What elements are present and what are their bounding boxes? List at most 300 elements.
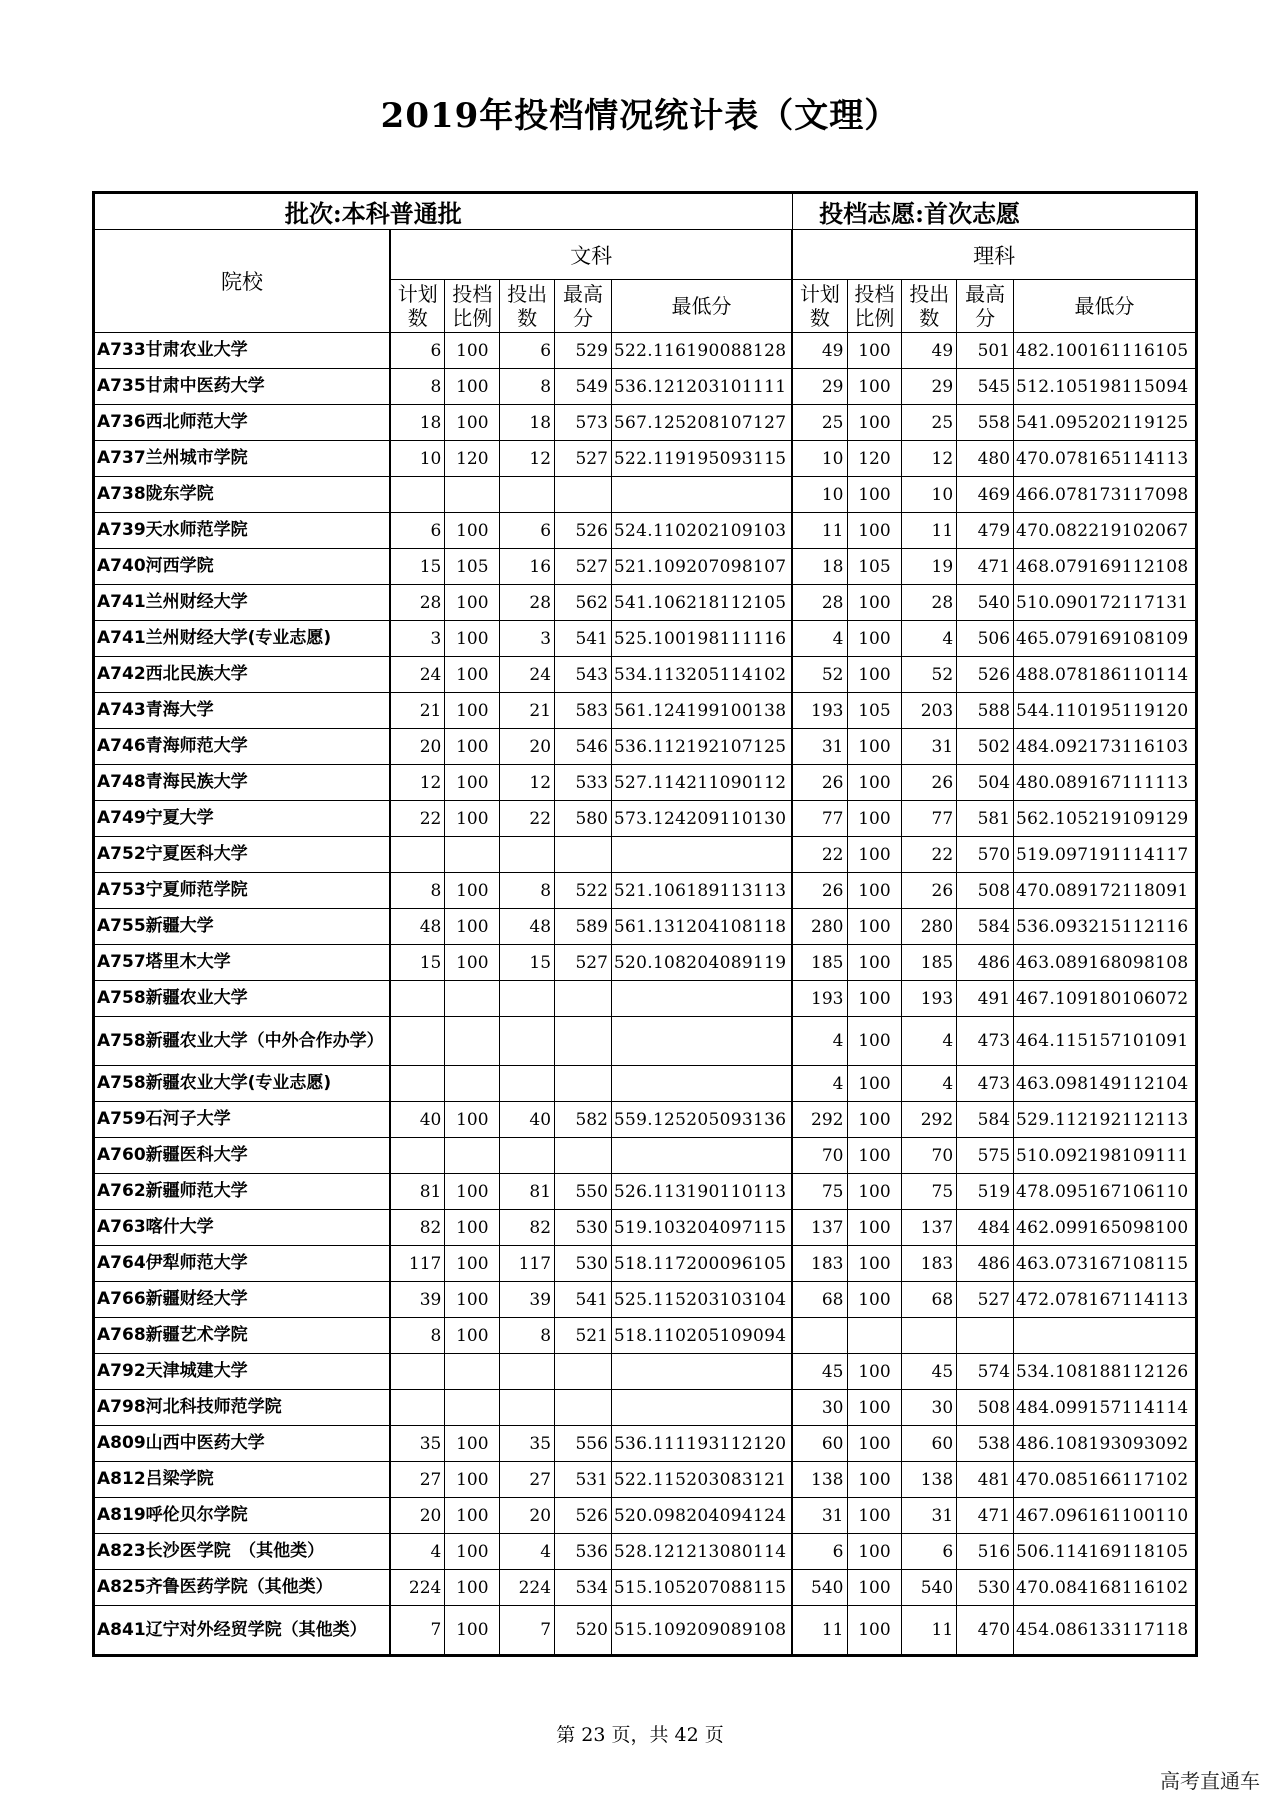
wenke-out-cell: 21 bbox=[500, 693, 555, 729]
wenke-plan-cell: 8 bbox=[390, 1318, 445, 1354]
like-min-cell: 484.099157114114 bbox=[1014, 1390, 1197, 1426]
like-max-cell: 501 bbox=[957, 333, 1014, 369]
like-ratio-cell: 100 bbox=[847, 333, 902, 369]
wenke-min-cell: 521.109207098107 bbox=[611, 549, 792, 585]
like-plan-cell: 31 bbox=[792, 1498, 847, 1534]
like-max-cell: 540 bbox=[957, 585, 1014, 621]
wenke-plan-cell: 15 bbox=[390, 549, 445, 585]
like-max-cell: 484 bbox=[957, 1210, 1014, 1246]
col-out-wenke: 投出 数 bbox=[500, 280, 555, 333]
col-ratio-like: 投档 比例 bbox=[847, 280, 902, 333]
wenke-min-cell bbox=[611, 981, 792, 1017]
like-out-cell: 75 bbox=[902, 1174, 957, 1210]
wenke-out-cell: 3 bbox=[500, 621, 555, 657]
wenke-ratio-cell bbox=[445, 1066, 500, 1102]
like-min-cell: 467.109180106072 bbox=[1014, 981, 1197, 1017]
like-min-cell: 562.105219109129 bbox=[1014, 801, 1197, 837]
like-out-cell: 203 bbox=[902, 693, 957, 729]
like-out-cell: 31 bbox=[902, 729, 957, 765]
wenke-min-cell bbox=[611, 837, 792, 873]
like-plan-cell: 29 bbox=[792, 369, 847, 405]
wenke-max-cell bbox=[555, 1354, 612, 1390]
wenke-plan-cell: 4 bbox=[390, 1534, 445, 1570]
like-min-cell: 463.073167108115 bbox=[1014, 1246, 1197, 1282]
wenke-plan-cell: 12 bbox=[390, 765, 445, 801]
table-row bbox=[94, 1246, 1197, 1282]
school-name: A798河北科技师范学院 bbox=[94, 1390, 391, 1426]
like-out-cell: 60 bbox=[902, 1426, 957, 1462]
like-min-cell: 463.089168098108 bbox=[1014, 945, 1197, 981]
wenke-plan-cell: 82 bbox=[390, 1210, 445, 1246]
wenke-plan-cell: 48 bbox=[390, 909, 445, 945]
like-min-cell: 541.095202119125 bbox=[1014, 405, 1197, 441]
like-ratio-cell: 100 bbox=[847, 513, 902, 549]
like-plan-cell: 77 bbox=[792, 801, 847, 837]
wenke-max-cell: 562 bbox=[555, 585, 612, 621]
wenke-ratio-cell bbox=[445, 1390, 500, 1426]
like-min-cell: 506.114169118105 bbox=[1014, 1534, 1197, 1570]
like-out-cell: 77 bbox=[902, 801, 957, 837]
wenke-plan-cell: 35 bbox=[390, 1426, 445, 1462]
wenke-out-cell: 27 bbox=[500, 1462, 555, 1498]
like-plan-cell: 68 bbox=[792, 1282, 847, 1318]
like-ratio-cell: 100 bbox=[847, 405, 902, 441]
wenke-out-cell: 224 bbox=[500, 1570, 555, 1606]
wenke-min-cell: 521.106189113113 bbox=[611, 873, 792, 909]
wenke-plan-cell: 28 bbox=[390, 585, 445, 621]
table-row bbox=[94, 369, 1197, 405]
like-max-cell: 526 bbox=[957, 657, 1014, 693]
wenke-plan-cell: 8 bbox=[390, 873, 445, 909]
like-out-cell: 26 bbox=[902, 873, 957, 909]
like-min-cell: 466.078173117098 bbox=[1014, 477, 1197, 513]
like-min-cell: 470.089172118091 bbox=[1014, 873, 1197, 909]
like-plan-cell: 185 bbox=[792, 945, 847, 981]
table-row bbox=[94, 1282, 1197, 1318]
like-min-cell: 463.098149112104 bbox=[1014, 1066, 1197, 1102]
wenke-ratio-cell: 100 bbox=[445, 909, 500, 945]
like-plan-cell: 22 bbox=[792, 837, 847, 873]
wenke-min-cell: 515.105207088115 bbox=[611, 1570, 792, 1606]
school-name: A753宁夏师范学院 bbox=[94, 873, 391, 909]
like-max-cell: 519 bbox=[957, 1174, 1014, 1210]
wenke-max-cell bbox=[555, 1390, 612, 1426]
table-row bbox=[94, 585, 1197, 621]
like-plan-cell: 28 bbox=[792, 585, 847, 621]
wenke-out-cell: 22 bbox=[500, 801, 555, 837]
like-plan-cell: 280 bbox=[792, 909, 847, 945]
like-plan-cell: 540 bbox=[792, 1570, 847, 1606]
wenke-ratio-cell: 100 bbox=[445, 729, 500, 765]
wenke-plan-cell: 22 bbox=[390, 801, 445, 837]
table-row bbox=[94, 1066, 1197, 1102]
school-name: A841辽宁对外经贸学院（其他类） bbox=[94, 1606, 391, 1656]
table-row bbox=[94, 657, 1197, 693]
page-footer: 第 23 页，共 42 页 bbox=[556, 1724, 724, 1746]
wenke-min-cell: 561.124199100138 bbox=[611, 693, 792, 729]
like-ratio-cell bbox=[847, 1318, 902, 1354]
like-ratio-cell: 100 bbox=[847, 981, 902, 1017]
table-row bbox=[94, 333, 1197, 369]
like-max-cell: 508 bbox=[957, 873, 1014, 909]
school-name: A809山西中医药大学 bbox=[94, 1426, 391, 1462]
school-header: 院校 bbox=[94, 230, 391, 333]
like-plan-cell: 26 bbox=[792, 765, 847, 801]
like-out-cell: 31 bbox=[902, 1498, 957, 1534]
like-ratio-cell: 100 bbox=[847, 1606, 902, 1656]
wenke-out-cell: 8 bbox=[500, 1318, 555, 1354]
wenke-ratio-cell: 100 bbox=[445, 1318, 500, 1354]
table-row bbox=[94, 945, 1197, 981]
like-out-cell: 10 bbox=[902, 477, 957, 513]
table-row bbox=[94, 1210, 1197, 1246]
like-min-cell: 464.115157101091 bbox=[1014, 1017, 1197, 1066]
table-row bbox=[94, 621, 1197, 657]
wenke-plan-cell: 6 bbox=[390, 513, 445, 549]
wenke-ratio-cell: 100 bbox=[445, 873, 500, 909]
wenke-out-cell: 18 bbox=[500, 405, 555, 441]
like-max-cell: 545 bbox=[957, 369, 1014, 405]
like-max-cell: 481 bbox=[957, 1462, 1014, 1498]
like-ratio-cell: 100 bbox=[847, 369, 902, 405]
like-min-cell: 470.078165114113 bbox=[1014, 441, 1197, 477]
table-row bbox=[94, 477, 1197, 513]
wenke-max-cell: 536 bbox=[555, 1534, 612, 1570]
wenke-out-cell: 24 bbox=[500, 657, 555, 693]
wenke-min-cell bbox=[611, 1354, 792, 1390]
wenke-min-cell bbox=[611, 477, 792, 513]
wenke-out-cell: 12 bbox=[500, 765, 555, 801]
wenke-max-cell bbox=[555, 1017, 612, 1066]
table-row bbox=[94, 765, 1197, 801]
wenke-max-cell bbox=[555, 1066, 612, 1102]
wenke-out-cell: 8 bbox=[500, 873, 555, 909]
wenke-header: 文科 bbox=[390, 230, 792, 280]
like-max-cell: 574 bbox=[957, 1354, 1014, 1390]
wenke-plan-cell: 21 bbox=[390, 693, 445, 729]
school-name: A763喀什大学 bbox=[94, 1210, 391, 1246]
wenke-min-cell: 524.110202109103 bbox=[611, 513, 792, 549]
wenke-ratio-cell bbox=[445, 477, 500, 513]
table-row bbox=[94, 1570, 1197, 1606]
like-out-cell: 22 bbox=[902, 837, 957, 873]
like-plan-cell: 10 bbox=[792, 477, 847, 513]
table-row bbox=[94, 873, 1197, 909]
page-title: 2019年投档情况统计表（文理） bbox=[380, 96, 900, 136]
school-name: A760新疆医科大学 bbox=[94, 1138, 391, 1174]
like-min-cell bbox=[1014, 1318, 1197, 1354]
wenke-max-cell: 527 bbox=[555, 945, 612, 981]
like-out-cell: 70 bbox=[902, 1138, 957, 1174]
school-name: A746青海师范大学 bbox=[94, 729, 391, 765]
wenke-out-cell: 81 bbox=[500, 1174, 555, 1210]
like-out-cell: 30 bbox=[902, 1390, 957, 1426]
col-out-like: 投出 数 bbox=[902, 280, 957, 333]
wenke-min-cell: 527.114211090112 bbox=[611, 765, 792, 801]
wenke-out-cell: 6 bbox=[500, 333, 555, 369]
wenke-max-cell: 531 bbox=[555, 1462, 612, 1498]
like-ratio-cell: 100 bbox=[847, 1354, 902, 1390]
wenke-max-cell: 589 bbox=[555, 909, 612, 945]
col-max-wenke: 最高 分 bbox=[555, 280, 612, 333]
wenke-min-cell: 525.115203103104 bbox=[611, 1282, 792, 1318]
wenke-max-cell: 527 bbox=[555, 549, 612, 585]
wenke-ratio-cell: 120 bbox=[445, 441, 500, 477]
like-max-cell: 538 bbox=[957, 1426, 1014, 1462]
wenke-min-cell: 536.111193112120 bbox=[611, 1426, 792, 1462]
table-row bbox=[94, 405, 1197, 441]
like-out-cell: 26 bbox=[902, 765, 957, 801]
like-plan-cell: 70 bbox=[792, 1138, 847, 1174]
wenke-ratio-cell: 100 bbox=[445, 1498, 500, 1534]
like-min-cell: 480.089167111113 bbox=[1014, 765, 1197, 801]
wenke-min-cell: 534.113205114102 bbox=[611, 657, 792, 693]
wenke-min-cell: 567.125208107127 bbox=[611, 405, 792, 441]
wenke-min-cell: 536.121203101111 bbox=[611, 369, 792, 405]
like-ratio-cell: 100 bbox=[847, 1282, 902, 1318]
wenke-plan-cell: 3 bbox=[390, 621, 445, 657]
col-plan-like: 计划 数 bbox=[792, 280, 847, 333]
wenke-ratio-cell: 100 bbox=[445, 1246, 500, 1282]
school-name: A743青海大学 bbox=[94, 693, 391, 729]
wenke-out-cell: 117 bbox=[500, 1246, 555, 1282]
like-plan-cell: 193 bbox=[792, 981, 847, 1017]
table-row bbox=[94, 1534, 1197, 1570]
wenke-ratio-cell: 100 bbox=[445, 585, 500, 621]
like-max-cell: 471 bbox=[957, 1498, 1014, 1534]
like-min-cell: 534.108188112126 bbox=[1014, 1354, 1197, 1390]
like-out-cell: 11 bbox=[902, 513, 957, 549]
table-row bbox=[94, 1498, 1197, 1534]
like-max-cell: 502 bbox=[957, 729, 1014, 765]
wenke-ratio-cell: 100 bbox=[445, 1426, 500, 1462]
school-name: A733甘肃农业大学 bbox=[94, 333, 391, 369]
like-max-cell: 504 bbox=[957, 765, 1014, 801]
table-row bbox=[94, 1354, 1197, 1390]
col-plan-wenke: 计划 数 bbox=[390, 280, 445, 333]
like-ratio-cell: 100 bbox=[847, 837, 902, 873]
wenke-min-cell: 522.119195093115 bbox=[611, 441, 792, 477]
like-out-cell: 11 bbox=[902, 1606, 957, 1656]
like-min-cell: 467.096161100110 bbox=[1014, 1498, 1197, 1534]
like-max-cell: 588 bbox=[957, 693, 1014, 729]
like-plan-cell: 52 bbox=[792, 657, 847, 693]
like-max-cell bbox=[957, 1318, 1014, 1354]
like-min-cell: 472.078167114113 bbox=[1014, 1282, 1197, 1318]
like-max-cell: 527 bbox=[957, 1282, 1014, 1318]
wenke-ratio-cell: 100 bbox=[445, 801, 500, 837]
like-out-cell: 12 bbox=[902, 441, 957, 477]
like-max-cell: 508 bbox=[957, 1390, 1014, 1426]
wenke-min-cell bbox=[611, 1138, 792, 1174]
school-name: A758新疆农业大学(专业志愿) bbox=[94, 1066, 391, 1102]
wenke-plan-cell: 24 bbox=[390, 657, 445, 693]
wenke-plan-cell bbox=[390, 1138, 445, 1174]
wenke-max-cell: 543 bbox=[555, 657, 612, 693]
wenke-max-cell: 580 bbox=[555, 801, 612, 837]
school-name: A748青海民族大学 bbox=[94, 765, 391, 801]
like-min-cell: 488.078186110114 bbox=[1014, 657, 1197, 693]
school-name: A823长沙医学院 （其他类） bbox=[94, 1534, 391, 1570]
like-out-cell: 4 bbox=[902, 1066, 957, 1102]
wenke-ratio-cell: 100 bbox=[445, 693, 500, 729]
school-name: A749宁夏大学 bbox=[94, 801, 391, 837]
like-min-cell: 470.084168116102 bbox=[1014, 1570, 1197, 1606]
school-name: A735甘肃中医药大学 bbox=[94, 369, 391, 405]
wenke-plan-cell: 6 bbox=[390, 333, 445, 369]
like-ratio-cell: 100 bbox=[847, 1498, 902, 1534]
school-name: A812吕梁学院 bbox=[94, 1462, 391, 1498]
table-row bbox=[94, 1606, 1197, 1656]
like-max-cell: 506 bbox=[957, 621, 1014, 657]
like-out-cell: 185 bbox=[902, 945, 957, 981]
wenke-ratio-cell: 100 bbox=[445, 657, 500, 693]
wenke-out-cell: 28 bbox=[500, 585, 555, 621]
school-name: A740河西学院 bbox=[94, 549, 391, 585]
wenke-out-cell bbox=[500, 477, 555, 513]
volunteer-label: 投档志愿:首次志愿 bbox=[792, 193, 1196, 230]
like-plan-cell: 60 bbox=[792, 1426, 847, 1462]
wenke-max-cell: 550 bbox=[555, 1174, 612, 1210]
like-max-cell: 570 bbox=[957, 837, 1014, 873]
wenke-ratio-cell bbox=[445, 981, 500, 1017]
like-min-cell: 468.079169112108 bbox=[1014, 549, 1197, 585]
wenke-ratio-cell bbox=[445, 837, 500, 873]
wenke-min-cell: 559.125205093136 bbox=[611, 1102, 792, 1138]
wenke-out-cell: 4 bbox=[500, 1534, 555, 1570]
col-min-wenke: 最低分 bbox=[611, 280, 792, 333]
wenke-min-cell: 518.110205109094 bbox=[611, 1318, 792, 1354]
wenke-out-cell: 15 bbox=[500, 945, 555, 981]
col-ratio-wenke: 投档 比例 bbox=[445, 280, 500, 333]
table-row bbox=[94, 1318, 1197, 1354]
like-ratio-cell: 100 bbox=[847, 1017, 902, 1066]
wenke-plan-cell: 7 bbox=[390, 1606, 445, 1656]
wenke-ratio-cell: 100 bbox=[445, 1462, 500, 1498]
wenke-max-cell: 530 bbox=[555, 1246, 612, 1282]
like-max-cell: 516 bbox=[957, 1534, 1014, 1570]
like-ratio-cell: 100 bbox=[847, 1102, 902, 1138]
wenke-out-cell: 35 bbox=[500, 1426, 555, 1462]
like-plan-cell: 4 bbox=[792, 621, 847, 657]
col-max-like: 最高 分 bbox=[957, 280, 1014, 333]
wenke-max-cell: 583 bbox=[555, 693, 612, 729]
wenke-ratio-cell: 100 bbox=[445, 1210, 500, 1246]
like-plan-cell: 10 bbox=[792, 441, 847, 477]
like-plan-cell: 4 bbox=[792, 1066, 847, 1102]
wenke-min-cell: 522.115203083121 bbox=[611, 1462, 792, 1498]
wenke-plan-cell: 39 bbox=[390, 1282, 445, 1318]
wenke-out-cell: 8 bbox=[500, 369, 555, 405]
like-ratio-cell: 100 bbox=[847, 657, 902, 693]
wenke-plan-cell: 117 bbox=[390, 1246, 445, 1282]
table-row bbox=[94, 729, 1197, 765]
watermark: 高考直通车 bbox=[1160, 1769, 1260, 1793]
wenke-ratio-cell: 100 bbox=[445, 513, 500, 549]
wenke-plan-cell: 10 bbox=[390, 441, 445, 477]
like-ratio-cell: 105 bbox=[847, 693, 902, 729]
wenke-min-cell: 519.103204097115 bbox=[611, 1210, 792, 1246]
school-name: A741兰州财经大学 bbox=[94, 585, 391, 621]
wenke-min-cell: 541.106218112105 bbox=[611, 585, 792, 621]
school-name: A825齐鲁医药学院（其他类） bbox=[94, 1570, 391, 1606]
wenke-plan-cell: 40 bbox=[390, 1102, 445, 1138]
like-ratio-cell: 100 bbox=[847, 765, 902, 801]
wenke-plan-cell bbox=[390, 1066, 445, 1102]
like-out-cell: 193 bbox=[902, 981, 957, 1017]
wenke-out-cell bbox=[500, 981, 555, 1017]
like-out-cell: 4 bbox=[902, 1017, 957, 1066]
wenke-plan-cell bbox=[390, 837, 445, 873]
like-plan-cell: 49 bbox=[792, 333, 847, 369]
wenke-plan-cell bbox=[390, 477, 445, 513]
like-min-cell: 482.100161116105 bbox=[1014, 333, 1197, 369]
like-plan-cell: 25 bbox=[792, 405, 847, 441]
wenke-ratio-cell: 100 bbox=[445, 1534, 500, 1570]
like-plan-cell: 26 bbox=[792, 873, 847, 909]
like-min-cell: 465.079169108109 bbox=[1014, 621, 1197, 657]
like-max-cell: 491 bbox=[957, 981, 1014, 1017]
wenke-plan-cell: 15 bbox=[390, 945, 445, 981]
like-max-cell: 558 bbox=[957, 405, 1014, 441]
like-min-cell: 454.086133117118 bbox=[1014, 1606, 1197, 1656]
like-out-cell: 45 bbox=[902, 1354, 957, 1390]
wenke-max-cell: 526 bbox=[555, 513, 612, 549]
school-name: A738陇东学院 bbox=[94, 477, 391, 513]
table-row bbox=[94, 693, 1197, 729]
wenke-max-cell: 529 bbox=[555, 333, 612, 369]
like-ratio-cell: 100 bbox=[847, 945, 902, 981]
like-plan-cell: 6 bbox=[792, 1534, 847, 1570]
school-name: A768新疆艺术学院 bbox=[94, 1318, 391, 1354]
like-max-cell: 486 bbox=[957, 1246, 1014, 1282]
like-ratio-cell: 105 bbox=[847, 549, 902, 585]
like-out-cell: 25 bbox=[902, 405, 957, 441]
like-out-cell: 19 bbox=[902, 549, 957, 585]
wenke-ratio-cell: 100 bbox=[445, 369, 500, 405]
wenke-plan-cell: 224 bbox=[390, 1570, 445, 1606]
wenke-out-cell: 48 bbox=[500, 909, 555, 945]
like-ratio-cell: 100 bbox=[847, 1138, 902, 1174]
school-name: A737兰州城市学院 bbox=[94, 441, 391, 477]
wenke-plan-cell: 20 bbox=[390, 1498, 445, 1534]
wenke-out-cell bbox=[500, 1354, 555, 1390]
like-plan-cell: 292 bbox=[792, 1102, 847, 1138]
wenke-max-cell: 526 bbox=[555, 1498, 612, 1534]
wenke-max-cell: 530 bbox=[555, 1210, 612, 1246]
col-min-like: 最低分 bbox=[1014, 280, 1197, 333]
like-ratio-cell: 100 bbox=[847, 1534, 902, 1570]
like-min-cell: 510.090172117131 bbox=[1014, 585, 1197, 621]
wenke-plan-cell bbox=[390, 1390, 445, 1426]
like-plan-cell: 193 bbox=[792, 693, 847, 729]
school-name: A739天水师范学院 bbox=[94, 513, 391, 549]
like-max-cell: 530 bbox=[957, 1570, 1014, 1606]
wenke-plan-cell: 81 bbox=[390, 1174, 445, 1210]
wenke-ratio-cell: 100 bbox=[445, 945, 500, 981]
wenke-ratio-cell: 100 bbox=[445, 621, 500, 657]
like-min-cell: 519.097191114117 bbox=[1014, 837, 1197, 873]
wenke-max-cell: 533 bbox=[555, 765, 612, 801]
wenke-out-cell: 82 bbox=[500, 1210, 555, 1246]
wenke-ratio-cell bbox=[445, 1017, 500, 1066]
like-ratio-cell: 100 bbox=[847, 873, 902, 909]
wenke-min-cell: 526.113190110113 bbox=[611, 1174, 792, 1210]
wenke-out-cell: 16 bbox=[500, 549, 555, 585]
wenke-plan-cell bbox=[390, 981, 445, 1017]
like-plan-cell: 75 bbox=[792, 1174, 847, 1210]
wenke-ratio-cell: 100 bbox=[445, 1102, 500, 1138]
